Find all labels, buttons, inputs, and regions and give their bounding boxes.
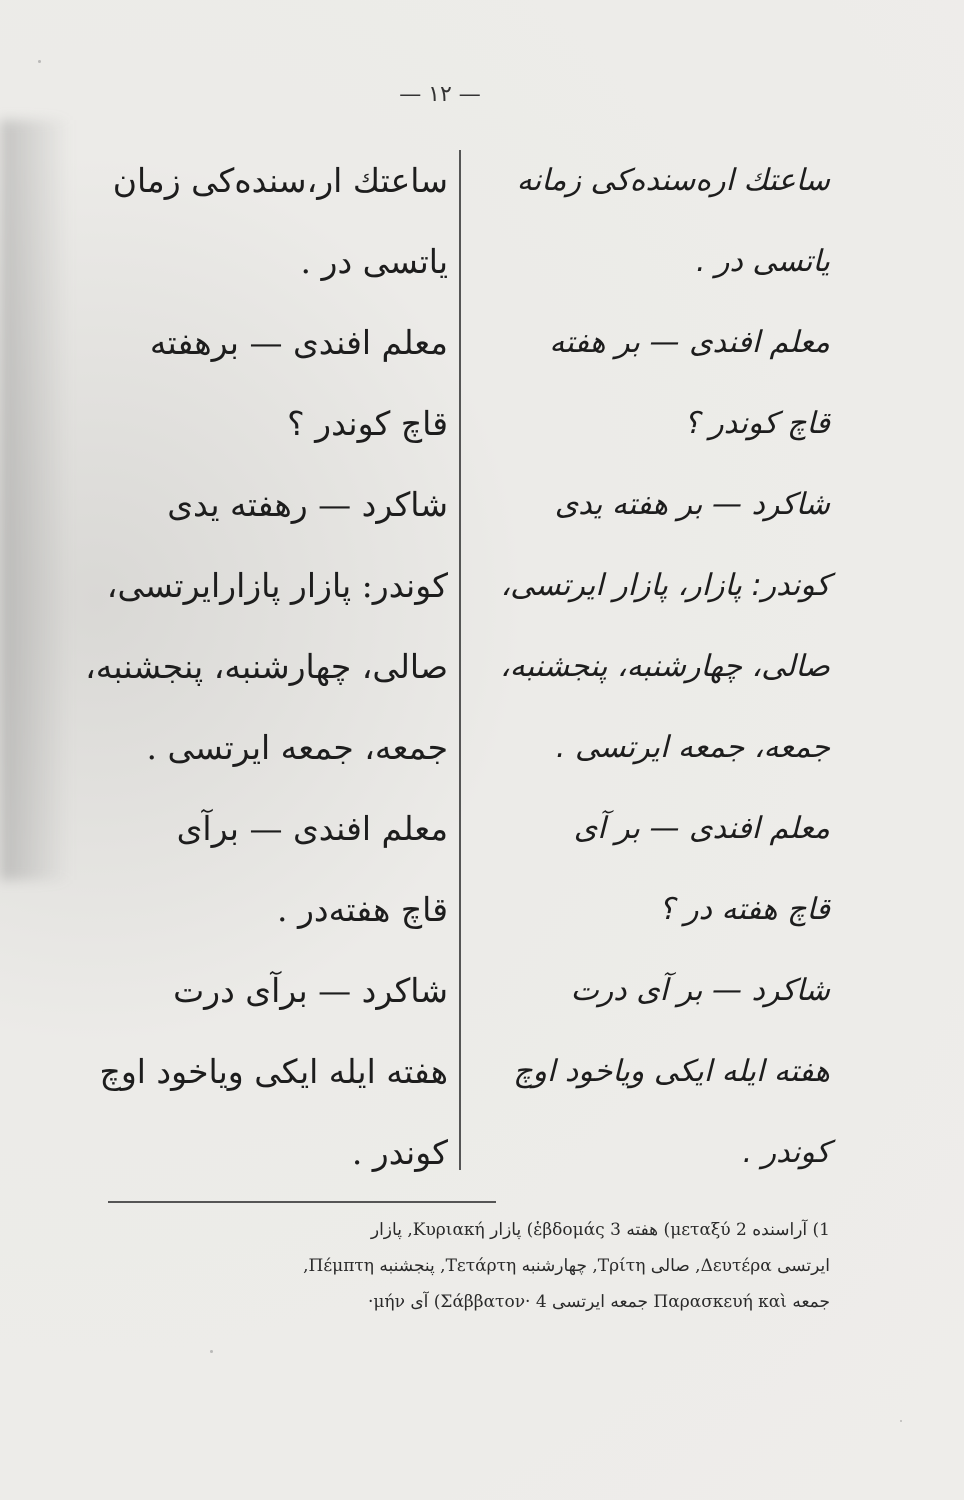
right-line: ساعتك ارەسندەكی زمانە [516, 163, 830, 198]
paper-speck [210, 1350, 213, 1353]
left-line: شاكرد — رهفته یدی [167, 485, 448, 524]
left-line: معلم افندی — برآی [176, 809, 448, 848]
right-line: یاتسی در . [695, 244, 830, 279]
page-number: — ۱۲ — [399, 82, 481, 107]
right-text-column [470, 140, 830, 1193]
paper-speck [900, 1420, 902, 1422]
left-line: معلم افندی — برهفته [149, 323, 448, 362]
right-line: جمعە، جمعە ایرتسی . [555, 730, 830, 765]
right-line: كوندر: پازار، پازار ایرتسی، [500, 568, 830, 603]
left-line: ساعتك ار،سنده‌كی زمان [112, 161, 448, 200]
left-line: صالی، چهارشنبه، پنجشنبه، [85, 647, 448, 686]
right-line: قاچ هفتە در ؟ [658, 892, 830, 927]
left-line: كوندر . [351, 1133, 448, 1172]
left-line: جمعه، جمعه ایرتسی . [146, 728, 448, 767]
footnote-separator [108, 1201, 496, 1203]
left-line: یاتسی در . [300, 242, 448, 281]
left-line: كوندر: پازار پازارایرتسی، [106, 566, 448, 605]
footnote-line: جمعه Παρασκευή καὶ جمعه ایرتسی Σάββατον· 4) آی μήν· [367, 1292, 830, 1312]
right-line: صالی، چهارشنبە، پنجشنبە، [500, 649, 830, 684]
right-line: هفتە ایلە ایكی ویاخود اوچ [513, 1054, 830, 1089]
left-line: قاچ كوندر ؟ [287, 404, 448, 443]
left-text-column [85, 140, 448, 1193]
footnotes [100, 1212, 830, 1320]
right-line: كوندر . [742, 1135, 830, 1170]
paper-speck [38, 60, 41, 63]
left-line: هفته ایله ایكی ویاخود اوچ [99, 1052, 448, 1091]
right-line: معلم افندی — بر آی [573, 811, 830, 846]
right-line: قاچ كوندر ؟ [683, 406, 830, 441]
left-line: شاكرد — برآی درت [173, 971, 448, 1010]
right-line: شاكرد — بر هفتە یدی [554, 487, 830, 522]
left-line: قاچ هفته‌در . [277, 890, 448, 929]
footnote-line: 1) آراسنده μεταξύ 2) هفته ἑβδομάς 3) پازار Κυριακή, پازار [370, 1220, 830, 1240]
footnote-line: ایرتسی Δευτέρα, صالی Τρίτη, چهارشنبه Τετάρτη, پنجشنبه Πέμπτη, [303, 1256, 830, 1276]
column-divider [459, 150, 461, 1170]
right-line: شاكرد — بر آی درت [570, 973, 830, 1008]
page-edge-shadow [0, 120, 70, 880]
right-line: معلم افندی — بر هفتە [549, 325, 830, 360]
